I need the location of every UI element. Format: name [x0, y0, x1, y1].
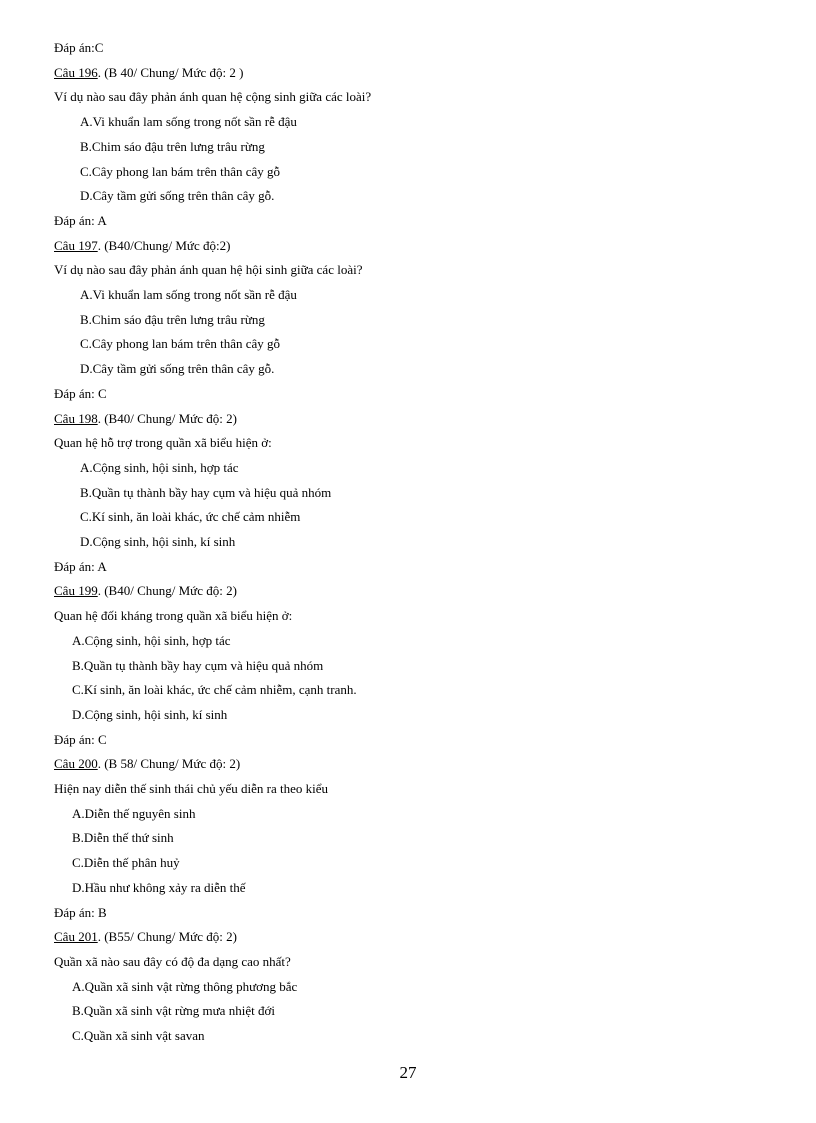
question-meta: . (B40/ Chung/ Mức độ: 2)	[97, 583, 237, 599]
question-stem: Quan hệ hỗ trợ trong quần xã biểu hiện ở:	[54, 435, 272, 451]
answer-line: Đáp án: C	[54, 731, 107, 747]
answer-option: C.Diễn thế phân huỷ	[72, 855, 180, 871]
answer-option: C.Kí sinh, ăn loài khác, ức chế cảm nhiễm	[80, 509, 301, 525]
question-meta: . (B55/ Chung/ Mức độ: 2)	[97, 929, 237, 945]
answer-line: Đáp án: A	[54, 212, 107, 228]
question-meta: . (B40/ Chung/ Mức độ: 2)	[97, 410, 237, 426]
question-number: Câu 199	[54, 583, 98, 599]
question-meta: . (B 40/ Chung/ Mức độ: 2 )	[97, 64, 244, 80]
answer-option: D.Cộng sinh, hội sinh, kí sinh	[72, 706, 228, 722]
question-meta: . (B 58/ Chung/ Mức độ: 2)	[97, 756, 241, 772]
question-header	[54, 756, 240, 772]
question-meta: . (B40/Chung/ Mức độ:2)	[97, 237, 231, 253]
question-stem: Ví dụ nào sau đây phản ánh quan hệ cộng sinh giữa các loài?	[54, 89, 372, 105]
answer-option: C.Cây phong lan bám trên thân cây gỗ	[80, 336, 281, 352]
answer-option: D.Cây tầm gửi sống trên thân cây gỗ.	[80, 188, 275, 204]
question-stem: Quần xã nào sau đây có độ đa dạng cao nhất?	[54, 953, 291, 969]
answer-line: Đáp án: C	[54, 385, 107, 401]
question-header	[54, 411, 237, 427]
answer-option: A.Cộng sinh, hội sinh, hợp tác	[80, 459, 239, 475]
question-stem: Quan hệ đối kháng trong quần xã biểu hiện ở:	[54, 608, 293, 624]
answer-option: D.Hầu như không xảy ra diễn thế	[72, 879, 246, 895]
answer-option: C.Kí sinh, ăn loài khác, ức chế cảm nhiễm, cạnh tranh.	[72, 682, 357, 698]
question-stem: Ví dụ nào sau đây phản ánh quan hệ hội sinh giữa các loài?	[54, 262, 363, 278]
question-number: Câu 198	[54, 410, 98, 426]
page-number: 27	[399, 1063, 417, 1082]
answer-line: Đáp án: A	[54, 558, 107, 574]
answer-option: D.Cộng sinh, hội sinh, kí sinh	[80, 534, 236, 549]
answer-line: Đáp án: B	[54, 904, 107, 920]
question-header	[54, 929, 237, 945]
answer-option: A.Quần xã sinh vật rừng thông phương bắc	[72, 978, 298, 994]
question-header	[54, 238, 230, 254]
answer-option: A.Vi khuẩn lam sống trong nốt sần rễ đậu	[80, 114, 297, 130]
answer-option: B.Chim sáo đậu trên lưng trâu rừng	[80, 138, 265, 154]
answer-option: B.Quần xã sinh vật rừng mưa nhiệt đới	[72, 1003, 275, 1019]
question-header	[54, 583, 237, 599]
question-number: Câu 200	[54, 756, 98, 772]
answer-option: B.Quần tụ thành bầy hay cụm và hiệu quả nhóm	[80, 484, 332, 500]
answer-option: A.Cộng sinh, hội sinh, hợp tác	[72, 632, 231, 648]
answer-line: Đáp án:C	[54, 40, 104, 55]
question-stem: Hiện nay diễn thế sinh thái chủ yếu diễn ra theo kiểu	[54, 781, 329, 796]
answer-option: B.Diễn thế thứ sinh	[72, 830, 174, 846]
answer-option: A.Vi khuẩn lam sống trong nốt sần rễ đậu	[80, 287, 297, 302]
question-number: Câu 196	[54, 64, 98, 80]
answer-option: B.Quần tụ thành bầy hay cụm và hiệu quả nhóm	[72, 657, 324, 673]
answer-option: B.Chim sáo đậu trên lưng trâu rừng	[80, 311, 265, 327]
question-number: Câu 201	[54, 929, 98, 945]
answer-option: A.Diễn thế nguyên sinh	[72, 805, 196, 821]
answer-option: C.Cây phong lan bám trên thân cây gỗ	[80, 163, 281, 179]
question-header	[54, 65, 243, 81]
answer-option: D.Cây tầm gửi sống trên thân cây gỗ.	[80, 361, 275, 377]
answer-option: C.Quần xã sinh vật savan	[72, 1028, 205, 1043]
question-number: Câu 197	[54, 237, 98, 253]
